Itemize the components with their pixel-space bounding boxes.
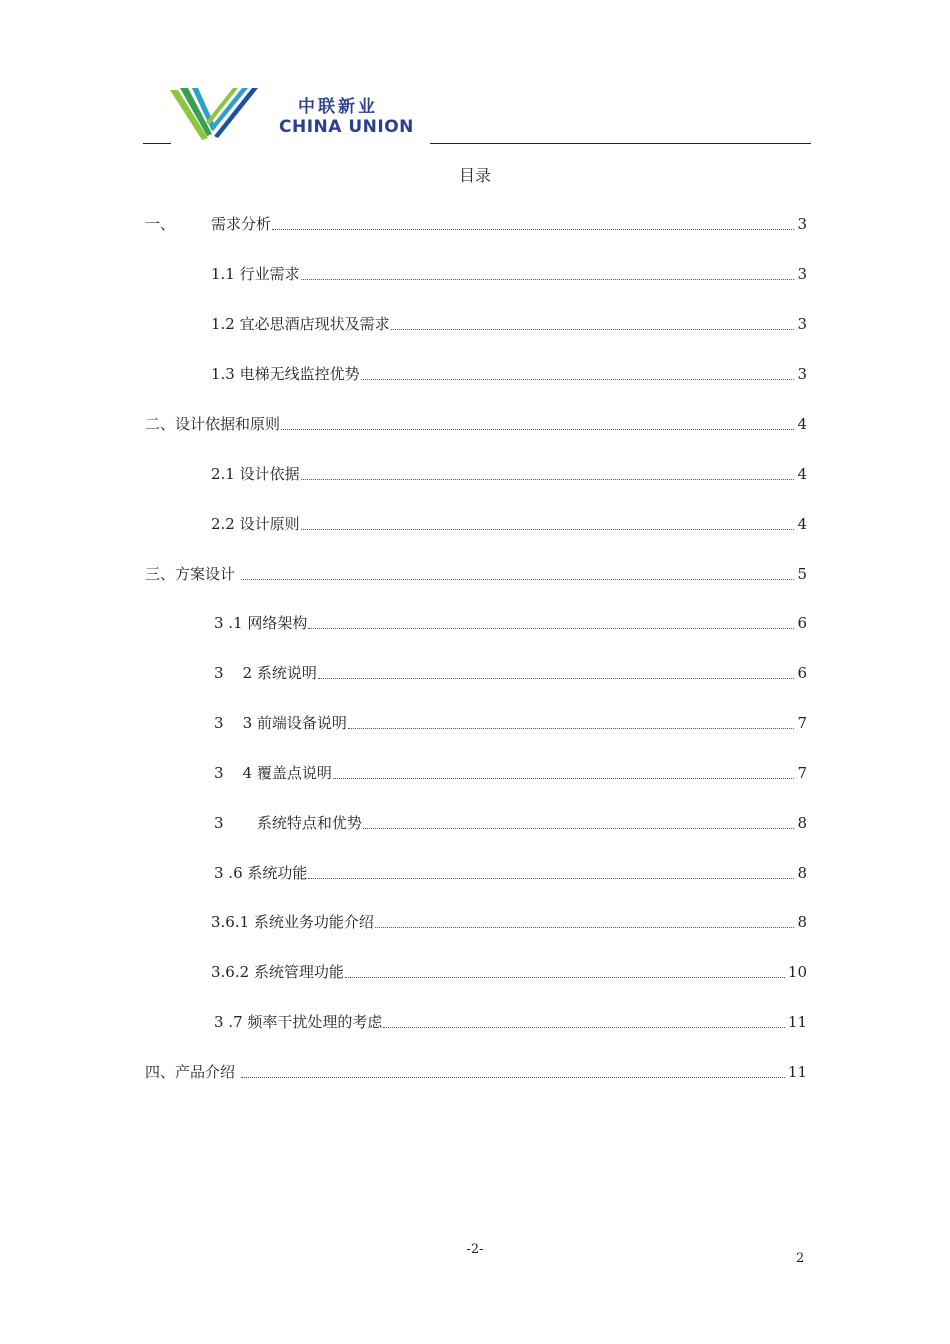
toc-entry[interactable] bbox=[214, 711, 807, 733]
toc-leader-dots bbox=[301, 278, 795, 280]
toc-entry[interactable] bbox=[211, 262, 807, 284]
toc-entry-page: 6 bbox=[797, 614, 807, 632]
toc-entry[interactable] bbox=[211, 960, 807, 982]
logo-english-name: CHINA UNION bbox=[279, 117, 414, 137]
toc-leader-dots bbox=[345, 976, 785, 978]
toc-entry[interactable] bbox=[214, 1010, 807, 1032]
toc-entry-page: 11 bbox=[787, 1013, 807, 1031]
toc-entry-page: 8 bbox=[797, 814, 807, 832]
toc-entry-text: 三、方案设计 bbox=[145, 565, 240, 583]
footer-page-label: -2- bbox=[466, 1242, 484, 1257]
toc-entry-text: 2.1 设计依据 bbox=[211, 465, 300, 483]
toc-leader-dots bbox=[361, 378, 795, 380]
toc-entry-page: 7 bbox=[797, 764, 807, 782]
toc-entry-text: 3 .6 系统功能 bbox=[214, 864, 308, 882]
toc-leader-dots bbox=[391, 328, 795, 330]
toc-entry-page: 3 bbox=[797, 315, 807, 333]
toc-leader-dots bbox=[272, 228, 794, 230]
header-rule-right bbox=[430, 143, 811, 144]
toc-entry-text: 3.6.1 系统业务功能介绍 bbox=[211, 913, 374, 931]
logo-chinese-name: 中联新业 bbox=[298, 97, 378, 117]
toc-entry-page: 6 bbox=[797, 664, 807, 682]
toc-leader-dots bbox=[383, 1026, 785, 1028]
toc-entry-text: 3 3 前端设备说明 bbox=[214, 714, 347, 732]
toc-entry-text: 1.3 电梯无线监控优势 bbox=[211, 365, 360, 383]
toc-entry-text: 3 4 覆盖点说明 bbox=[214, 764, 332, 782]
toc-entry-page: 8 bbox=[797, 864, 807, 882]
toc-leader-dots bbox=[375, 926, 795, 928]
toc-leader-dots bbox=[363, 827, 795, 829]
toc-entry[interactable] bbox=[214, 811, 807, 833]
toc-entry-page: 3 bbox=[797, 215, 807, 233]
toc-title: 目录 bbox=[458, 166, 491, 185]
toc-entry-text: 3 2 系统说明 bbox=[214, 664, 317, 682]
toc-leader-dots bbox=[308, 627, 794, 629]
toc-entry-number: 一、 bbox=[145, 215, 176, 233]
toc-entry-page: 11 bbox=[787, 1063, 807, 1081]
toc-entry[interactable] bbox=[211, 462, 807, 484]
toc-entry[interactable] bbox=[214, 661, 807, 683]
toc-entry[interactable] bbox=[214, 761, 807, 783]
toc-entry-page: 3 bbox=[797, 365, 807, 383]
toc-leader-dots bbox=[348, 727, 795, 729]
toc-entry[interactable] bbox=[145, 212, 807, 234]
toc-entry-text: 3 .1 网络架构 bbox=[214, 614, 308, 632]
toc-leader-dots bbox=[318, 677, 795, 679]
toc-entry[interactable] bbox=[211, 362, 807, 384]
toc-entry[interactable] bbox=[145, 1060, 807, 1082]
toc-entry-page: 7 bbox=[797, 714, 807, 732]
toc-entry-text: 3.6.2 系统管理功能 bbox=[211, 963, 344, 981]
header-rule-left bbox=[143, 143, 171, 144]
toc-entry[interactable] bbox=[145, 562, 807, 584]
toc-entry-page: 4 bbox=[797, 415, 807, 433]
toc-leader-dots bbox=[241, 1076, 785, 1078]
toc-leader-dots bbox=[241, 578, 795, 580]
toc-entry-page: 4 bbox=[797, 465, 807, 483]
toc-leader-dots bbox=[308, 877, 794, 879]
toc-entry[interactable] bbox=[211, 910, 807, 932]
toc-entry[interactable] bbox=[214, 611, 807, 633]
toc-entry-text: 四、产品介绍 bbox=[145, 1063, 240, 1081]
toc-leader-dots bbox=[301, 528, 795, 530]
toc-entry-page: 4 bbox=[797, 515, 807, 533]
toc-entry[interactable] bbox=[211, 512, 807, 534]
toc-entry[interactable] bbox=[214, 861, 807, 883]
toc-entry-text: 2.2 设计原则 bbox=[211, 515, 300, 533]
toc-entry[interactable] bbox=[145, 412, 807, 434]
corner-page-number: 2 bbox=[796, 1251, 805, 1266]
toc-entry-text: 3 .7 频率干扰处理的考虑 bbox=[214, 1013, 383, 1031]
toc-entry-text: 1.2 宜必思酒店现状及需求 bbox=[211, 315, 390, 333]
toc-entry-page: 10 bbox=[787, 963, 807, 981]
china-union-logo-icon bbox=[168, 86, 260, 144]
toc-entry-text: 二、设计依据和原则 bbox=[145, 415, 281, 433]
page-header bbox=[0, 0, 950, 150]
toc-entry-page: 3 bbox=[797, 265, 807, 283]
toc-entry-text: 需求分析 bbox=[211, 215, 272, 233]
toc-entry[interactable] bbox=[211, 312, 807, 334]
toc-entry-text: 3 系统特点和优势 bbox=[214, 814, 362, 832]
toc-leader-dots bbox=[333, 777, 795, 779]
toc-entry-text: 1.1 行业需求 bbox=[211, 265, 300, 283]
toc-entry-page: 8 bbox=[797, 913, 807, 931]
toc-leader-dots bbox=[281, 428, 794, 430]
toc-leader-dots bbox=[301, 478, 795, 480]
toc-entry-page: 5 bbox=[797, 565, 807, 583]
